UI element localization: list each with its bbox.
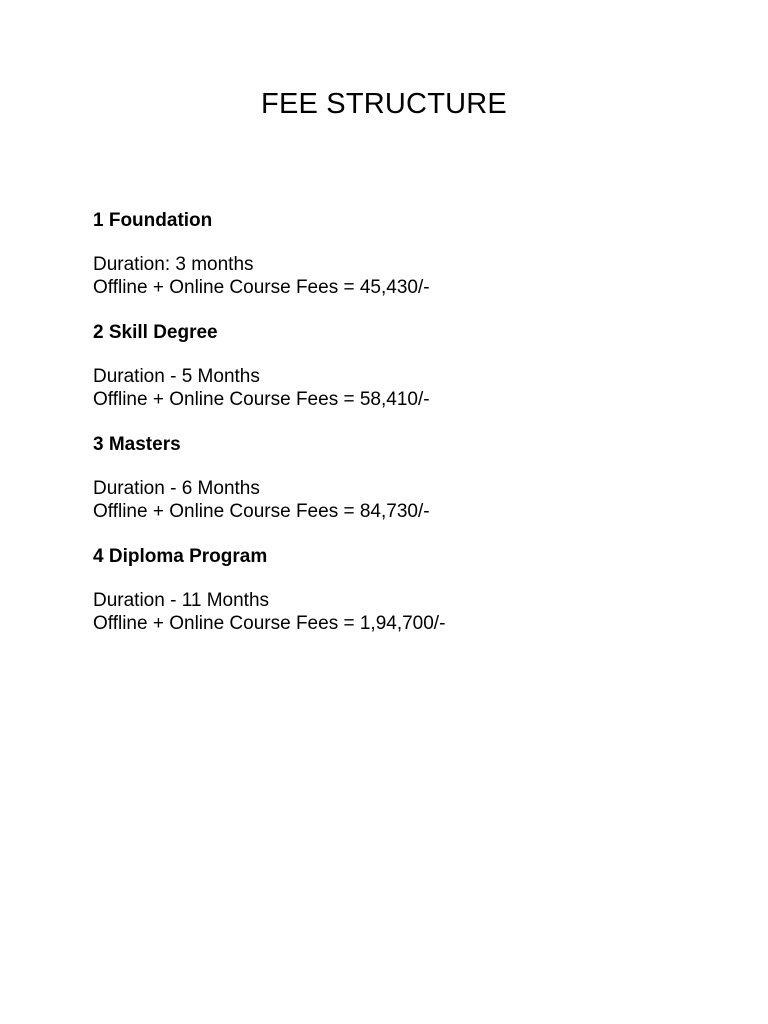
program-list xyxy=(93,209,713,657)
program-section-foundation xyxy=(93,209,713,299)
program-duration: Duration - 11 Months xyxy=(93,590,270,611)
program-fees: Offline + Online Course Fees = 58,410/- xyxy=(93,388,430,410)
program-fees: Offline + Online Course Fees = 84,730/- xyxy=(93,500,430,522)
program-duration: Duration - 6 Months xyxy=(93,478,260,499)
program-heading: 3 Masters xyxy=(93,434,181,455)
page-title: FEE STRUCTURE xyxy=(261,88,507,120)
program-heading: 1 Foundation xyxy=(93,210,213,231)
program-fees: Offline + Online Course Fees = 45,430/- xyxy=(93,276,430,298)
program-section-masters xyxy=(93,433,713,523)
program-fees: Offline + Online Course Fees = 1,94,700/- xyxy=(93,612,446,634)
program-section-diploma xyxy=(93,545,713,635)
program-duration: Duration - 5 Months xyxy=(93,366,260,387)
program-heading: 4 Diploma Program xyxy=(93,546,268,567)
program-duration: Duration: 3 months xyxy=(93,254,254,275)
program-heading: 2 Skill Degree xyxy=(93,322,218,343)
program-section-skill-degree xyxy=(93,321,713,411)
